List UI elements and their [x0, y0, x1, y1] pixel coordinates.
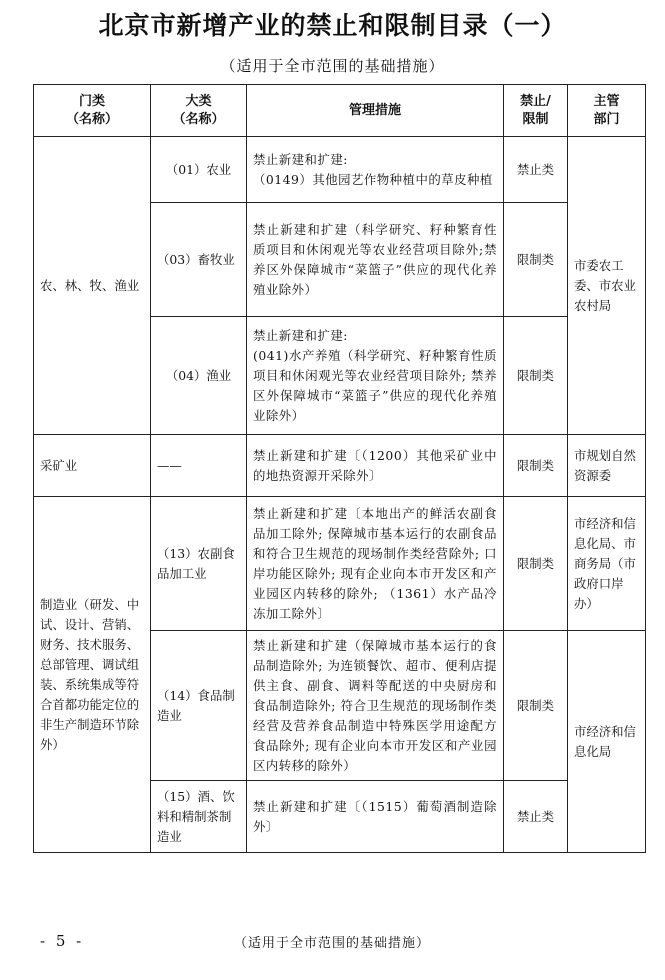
major-cell	[151, 317, 247, 435]
dept-cell	[568, 435, 646, 497]
dept-cell	[568, 497, 646, 631]
page-number: - 5 -	[40, 932, 85, 950]
category-label: 农、林、牧、渔业	[40, 277, 140, 293]
header-dept	[568, 85, 646, 137]
major-cell	[151, 781, 247, 853]
measure-text: 禁止新建和扩建〔本地出产的鲜活农副食品加工除外; 保障城市基本运行的农副食品和符合卫生规范的现场制作类经营除外; 口岸功能区除外; 现有企业向本市开发区和产业园区内转移的除外; （1361）水产品冷冻加工除外〕	[253, 505, 497, 621]
measure-text: 禁止新建和扩建: (041)水产养殖（科学研究、籽种繁育性质项目和休闲观光等农业经营项目除外; 禁养区外保障城市“菜篮子”供应的现代化养殖业除外）	[253, 327, 497, 423]
header-major	[151, 85, 247, 137]
measure-cell	[247, 317, 504, 435]
measure-cell	[247, 497, 504, 631]
dept-label: 市委农工委、市农业农村局	[574, 257, 636, 313]
header-category	[34, 85, 151, 137]
measure-cell	[247, 137, 504, 203]
dept-cell	[568, 137, 646, 435]
category-cell	[34, 137, 151, 435]
measure-text: 禁止新建和扩建（保障城市基本运行的食品制造除外; 为连锁餐饮、超市、便利店提供主食、副食、调料等配送的中央厨房和食品制造除外; 符合卫生规范的现场制作类经营及营养食品制造中特殊医学用途配方食品除外; 现有企业向本市开发区和产业园区内转移的除外）	[253, 637, 497, 773]
page-title: 北京市新增产业的禁止和限制目录（一）	[98, 11, 567, 40]
dept-cell	[568, 631, 646, 853]
major-label: （01）农业	[165, 161, 232, 177]
measure-text: 禁止新建和扩建: （0149）其他园艺作物种植中的草皮种植	[253, 151, 493, 187]
category-label: 采矿业	[40, 457, 78, 473]
major-label: （14）食品制造业	[157, 687, 235, 723]
header-measure-label: 管理措施	[348, 102, 401, 118]
type-cell	[504, 317, 568, 435]
header-type	[504, 85, 568, 137]
major-cell	[151, 497, 247, 631]
type-label: 限制类	[516, 251, 555, 267]
category-cell	[34, 497, 151, 853]
header-major-label: 大类 （名称）	[172, 93, 225, 127]
header-type-label: 禁止/ 限制	[520, 93, 551, 127]
category-cell	[34, 435, 151, 497]
measure-text: 禁止新建和扩建（科学研究、籽种繁育性质项目和休闲观光等农业经营项目除外;禁养区外保障城市“菜篮子”供应的现代化养殖业除外）	[253, 221, 497, 297]
type-cell	[504, 137, 568, 203]
measure-text: 禁止新建和扩建〔（1200）其他采矿业中的地热资源开采除外〕	[253, 447, 497, 483]
type-cell	[504, 497, 568, 631]
major-label: （15）酒、饮料和精制茶制造业	[157, 788, 235, 844]
header-category-label: 门类 （名称）	[65, 93, 118, 127]
table-row	[34, 435, 646, 497]
type-label: 限制类	[516, 697, 555, 713]
type-cell	[504, 781, 568, 853]
major-cell	[151, 631, 247, 781]
type-label: 限制类	[516, 367, 555, 383]
major-cell	[151, 435, 247, 497]
major-cell	[151, 137, 247, 203]
header-measure	[247, 85, 504, 137]
dept-label: 市经济和信息化局、市商务局（市政府口岸办）	[574, 515, 636, 611]
dept-label: 市规划自然资源委	[574, 447, 636, 483]
measure-cell	[247, 781, 504, 853]
type-label: 禁止类	[516, 808, 555, 824]
major-label: （03）畜牧业	[157, 251, 235, 267]
major-label: （13）农副食品加工业	[157, 545, 235, 581]
table-row	[34, 497, 646, 631]
type-label: 限制类	[516, 555, 555, 571]
measure-text: 禁止新建和扩建〔（1515）葡萄酒制造除外〕	[253, 798, 497, 834]
dept-label: 市经济和信息化局	[574, 723, 636, 759]
major-cell	[151, 203, 247, 317]
major-label: （04）渔业	[165, 367, 232, 383]
page-subtitle: （适用于全市范围的基础措施）	[220, 57, 445, 75]
measure-cell	[247, 203, 504, 317]
type-cell	[504, 631, 568, 781]
table-header-row	[34, 85, 646, 137]
type-label: 限制类	[516, 457, 555, 473]
footer-note: （适用于全市范围的基础措施）	[234, 936, 431, 951]
type-cell	[504, 435, 568, 497]
header-dept-label: 主管 部门	[593, 93, 620, 127]
category-label: 制造业（研发、中试、设计、营销、财务、技术服务、总部管理、调试组装、系统集成等符合首都功能定位的非生产制造环节除外）	[40, 596, 140, 752]
measure-cell	[247, 435, 504, 497]
type-cell	[504, 203, 568, 317]
catalog-table	[33, 84, 646, 853]
major-label: ——	[157, 457, 182, 473]
table-row	[34, 137, 646, 203]
type-label: 禁止类	[516, 161, 555, 177]
measure-cell	[247, 631, 504, 781]
